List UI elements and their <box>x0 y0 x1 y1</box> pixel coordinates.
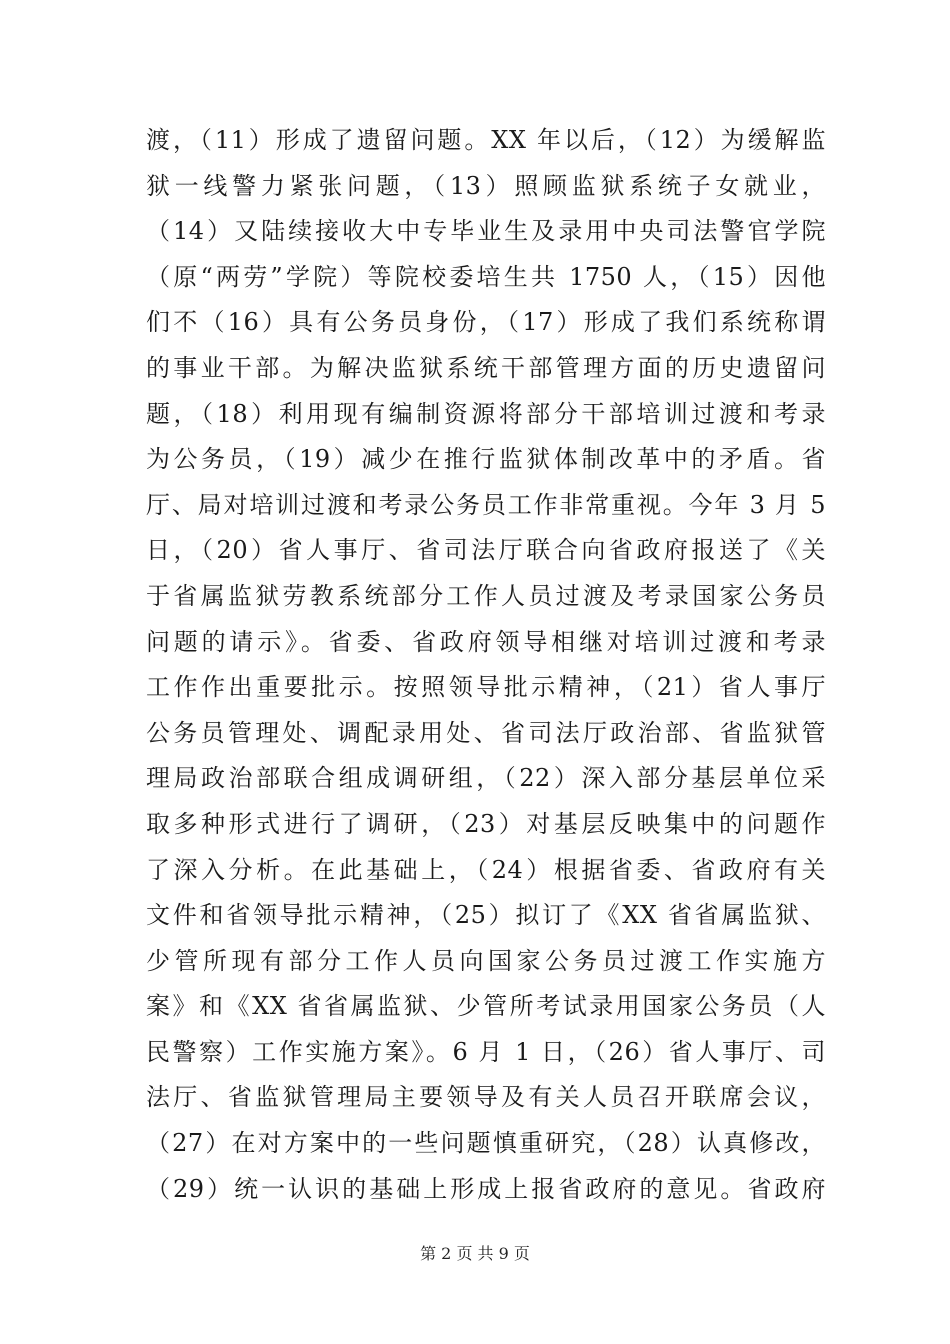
text-line: 案》和《XX 省省属监狱、少管所考试录用国家公务员（人 <box>146 992 826 1021</box>
page-number-label: 第 2 页 共 9 页 <box>420 1244 530 1263</box>
text-line: 狱一线警力紧张问题，（13）照顾监狱系统子女就业， <box>146 171 826 200</box>
text-line: 厅、局对培训过渡和考录公务员工作非常重视。今年 3 月 5 <box>146 490 826 519</box>
text-line: （27）在对方案中的一些问题慎重研究，（28）认真修改， <box>146 1129 826 1158</box>
page-footer <box>0 1242 950 1266</box>
text-line: 渡，（11）形成了遗留问题。XX 年以后，（12）为缓解监 <box>146 126 826 154</box>
text-line: 于省属监狱劳教系统部分工作人员过渡及考录国家公务员 <box>146 581 826 610</box>
text-line: 民警察）工作实施方案》。6 月 1 日，（26）省人事厅、司 <box>146 1037 826 1066</box>
text-line: 法厅、省监狱管理局主要领导及有关人员召开联席会议， <box>146 1083 826 1112</box>
text-line: 们不（16）具有公务员身份，（17）形成了我们系统称谓 <box>146 308 826 337</box>
text-line: （14）又陆续接收大中专毕业生及录用中央司法警官学院 <box>146 217 826 246</box>
text-line: 问题的请示》。省委、省政府领导相继对培训过渡和考录 <box>146 627 826 656</box>
text-line: 理局政治部联合组成调研组，（22）深入部分基层单位采 <box>146 764 826 793</box>
text-line: （原“两劳”学院）等院校委培生共 1750 人，（15）因他 <box>146 262 826 291</box>
text-line: 日，（20）省人事厅、省司法厅联合向省政府报送了《关 <box>146 536 826 565</box>
text-line: 的事业干部。为解决监狱系统干部管理方面的历史遗留问 <box>146 353 826 382</box>
text-line: 工作作出重要批示。按照领导批示精神，（21）省人事厅 <box>146 673 826 702</box>
text-line: 了深入分析。在此基础上，（24）根据省委、省政府有关 <box>146 855 826 884</box>
text-line: 公务员管理处、调配录用处、省司法厅政治部、省监狱管 <box>146 718 826 747</box>
text-line: 取多种形式进行了调研，（23）对基层反映集中的问题作 <box>146 809 826 838</box>
text-line: 题，（18）利用现有编制资源将部分干部培训过渡和考录 <box>146 399 826 428</box>
body-text <box>146 118 826 1212</box>
text-line: 少管所现有部分工作人员向国家公务员过渡工作实施方 <box>146 946 826 975</box>
text-line: 文件和省领导批示精神，（25）拟订了《XX 省省属监狱、 <box>146 901 826 930</box>
text-line: 为公务员，（19）减少在推行监狱体制改革中的矛盾。省 <box>146 445 826 474</box>
text-line: （29）统一认识的基础上形成上报省政府的意见。省政府 <box>146 1174 826 1203</box>
